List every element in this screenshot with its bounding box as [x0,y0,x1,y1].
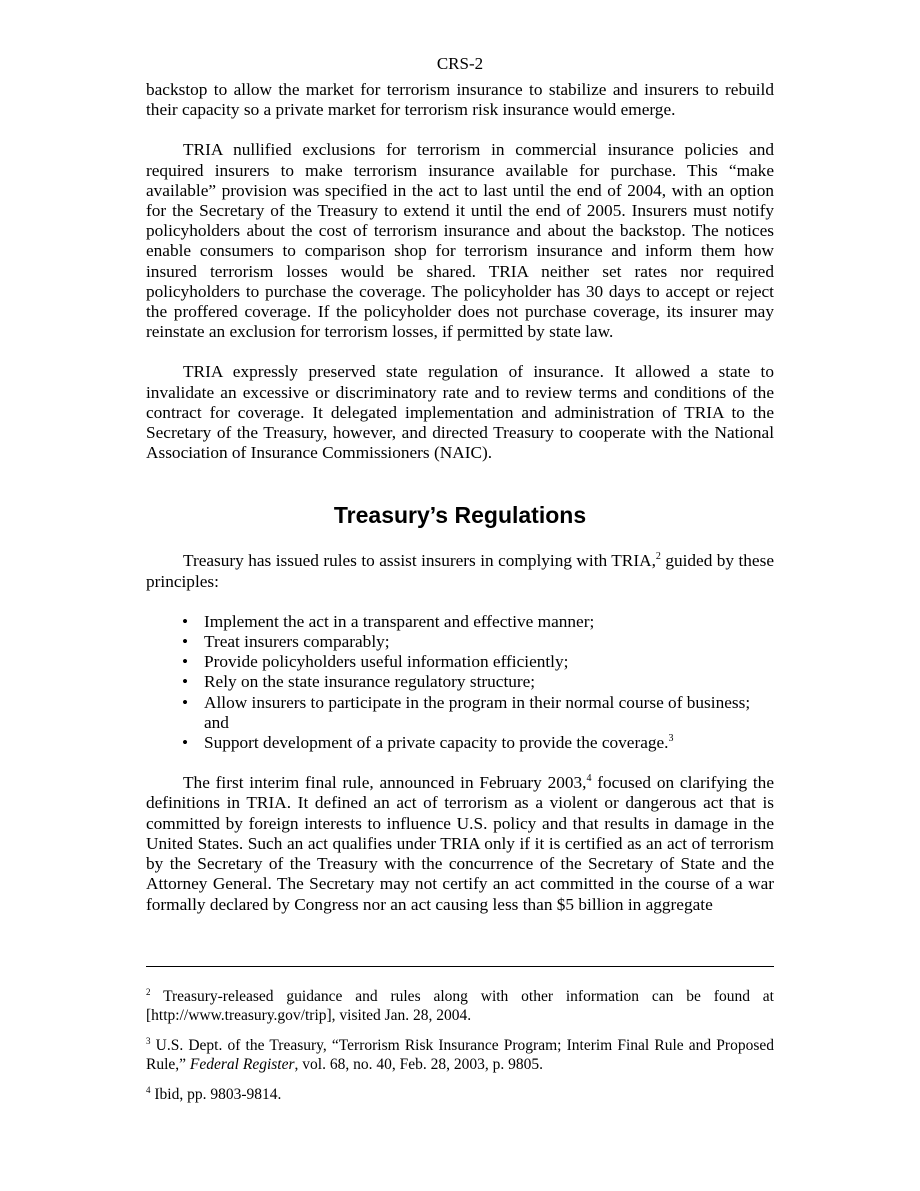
footnote-text: Treasury-released guidance and rules along with other information can be found at [http://www.treasury.gov/trip], visited Jan. 28, 2004. [146,987,774,1024]
footnote-divider [146,966,774,967]
list-item [182,672,774,692]
bullet-icon: • [182,672,189,692]
footnote-number: 2 [146,986,151,997]
footnote-text: Ibid, pp. 9803-9814. [154,1085,282,1103]
list-item-text: Rely on the state insurance regulatory structure; [204,672,536,692]
bullet-icon: • [182,692,189,712]
footnote-number: 3 [146,1035,151,1046]
footnote-ref-3[interactable]: 3 [668,733,674,745]
interim-rule-text-cont: focused on clarifying the definitions in TRIA. It defined an act of terrorism as a violent or dangerous act that is committed by foreign interests to influence U.S. policy and that results in damage in the United States. Such an act qualifies under TRIA only if it is certified as an act of terrorism by the Secretary of the Treasury with the concurrence of the Secretary of State and the Attorney General. The Secretary may not certify an act committed in the course of a war formally declared by Congress nor an act causing less than $5 billion in aggregate [146,773,774,914]
paragraph-backstop: backstop to allow the market for terrorism insurance to stabilize and insurers to rebuild their capacity so a private market for terrorism risk insurance would emerge. [146,80,774,120]
list-item-text: Provide policyholders useful information efficiently; [204,652,569,672]
paragraph-tria-exclusions: TRIA nullified exclusions for terrorism in commercial insurance policies and required insurers to make terrorism insurance available for purchase. This “make available” provision was specified in the act to last until the end of 2004, with an option for the Secretary of the Treasury to extend it until the end of 2005. Insurers must notify policyholders about the cost of terrorism insurance and about the backstop. The notices enable consumers to comparison shop for terrorism insurance and inform them how insured terrorism losses would be shared. TRIA neither set rates nor required policyholders to purchase the coverage. The policyholder has 30 days to accept or reject the proffered coverage. If the policyholder does not purchase coverage, its insurer may reinstate an exclusion for terrorism losses, if permitted by state law. [146,140,774,342]
footnote-ref-2[interactable]: 2 [655,551,661,563]
footnote-4 [146,1085,774,1104]
list-item-text: Support development of a private capacity to provide the coverage. [204,733,669,753]
principles-list [146,612,774,753]
bullet-icon: • [182,632,189,652]
footnote-text-cont: , vol. 68, no. 40, Feb. 28, 2003, p. 9805. [294,1055,543,1073]
footnote-text: U.S. Dept. of the Treasury, “Terrorism Risk Insurance Program; Interim Final Rule and Proposed Rule,” [146,1036,775,1073]
bullet-icon: • [182,611,189,631]
section-heading: Treasury’s Regulations [333,502,587,529]
footnote-journal-title: Federal Register [189,1055,295,1073]
list-item [182,652,774,672]
footnote-2 [146,987,774,1025]
list-item-text: Implement the act in a transparent and effective manner; [204,611,595,631]
bullet-icon: • [182,733,189,753]
footnote-ref-4[interactable]: 4 [586,773,592,785]
list-item [182,733,774,753]
list-item-text: Allow insurers to participate in the program in their normal course of business; and [204,692,751,732]
paragraph-state-regulation: TRIA expressly preserved state regulation of insurance. It allowed a state to invalidate an excessive or discriminatory rate and to review terms and conditions of the contract for coverage. It delegated implementation and administration of TRIA to the Secretary of the Treasury, however, and directed Treasury to cooperate with the National Association of Insurance Commissioners (NAIC). [146,362,774,463]
document-page [146,54,774,1115]
list-item-text: Treat insurers comparably; [204,632,390,652]
footnote-3 [146,1036,774,1074]
treasury-rules-text-cont: guided by these principles: [146,551,774,591]
paragraph-treasury-rules [146,551,774,591]
treasury-rules-text: Treasury has issued rules to assist insurers in complying with TRIA, [183,551,656,571]
list-item [182,612,774,632]
list-item [182,632,774,652]
bullet-icon: • [182,652,189,672]
footnote-number: 4 [146,1084,151,1095]
list-item [182,693,774,733]
page-header: CRS-2 [436,54,484,73]
interim-rule-text: The first interim final rule, announced in February 2003, [183,773,587,793]
footnotes [146,987,774,1104]
paragraph-interim-rule [146,773,774,914]
